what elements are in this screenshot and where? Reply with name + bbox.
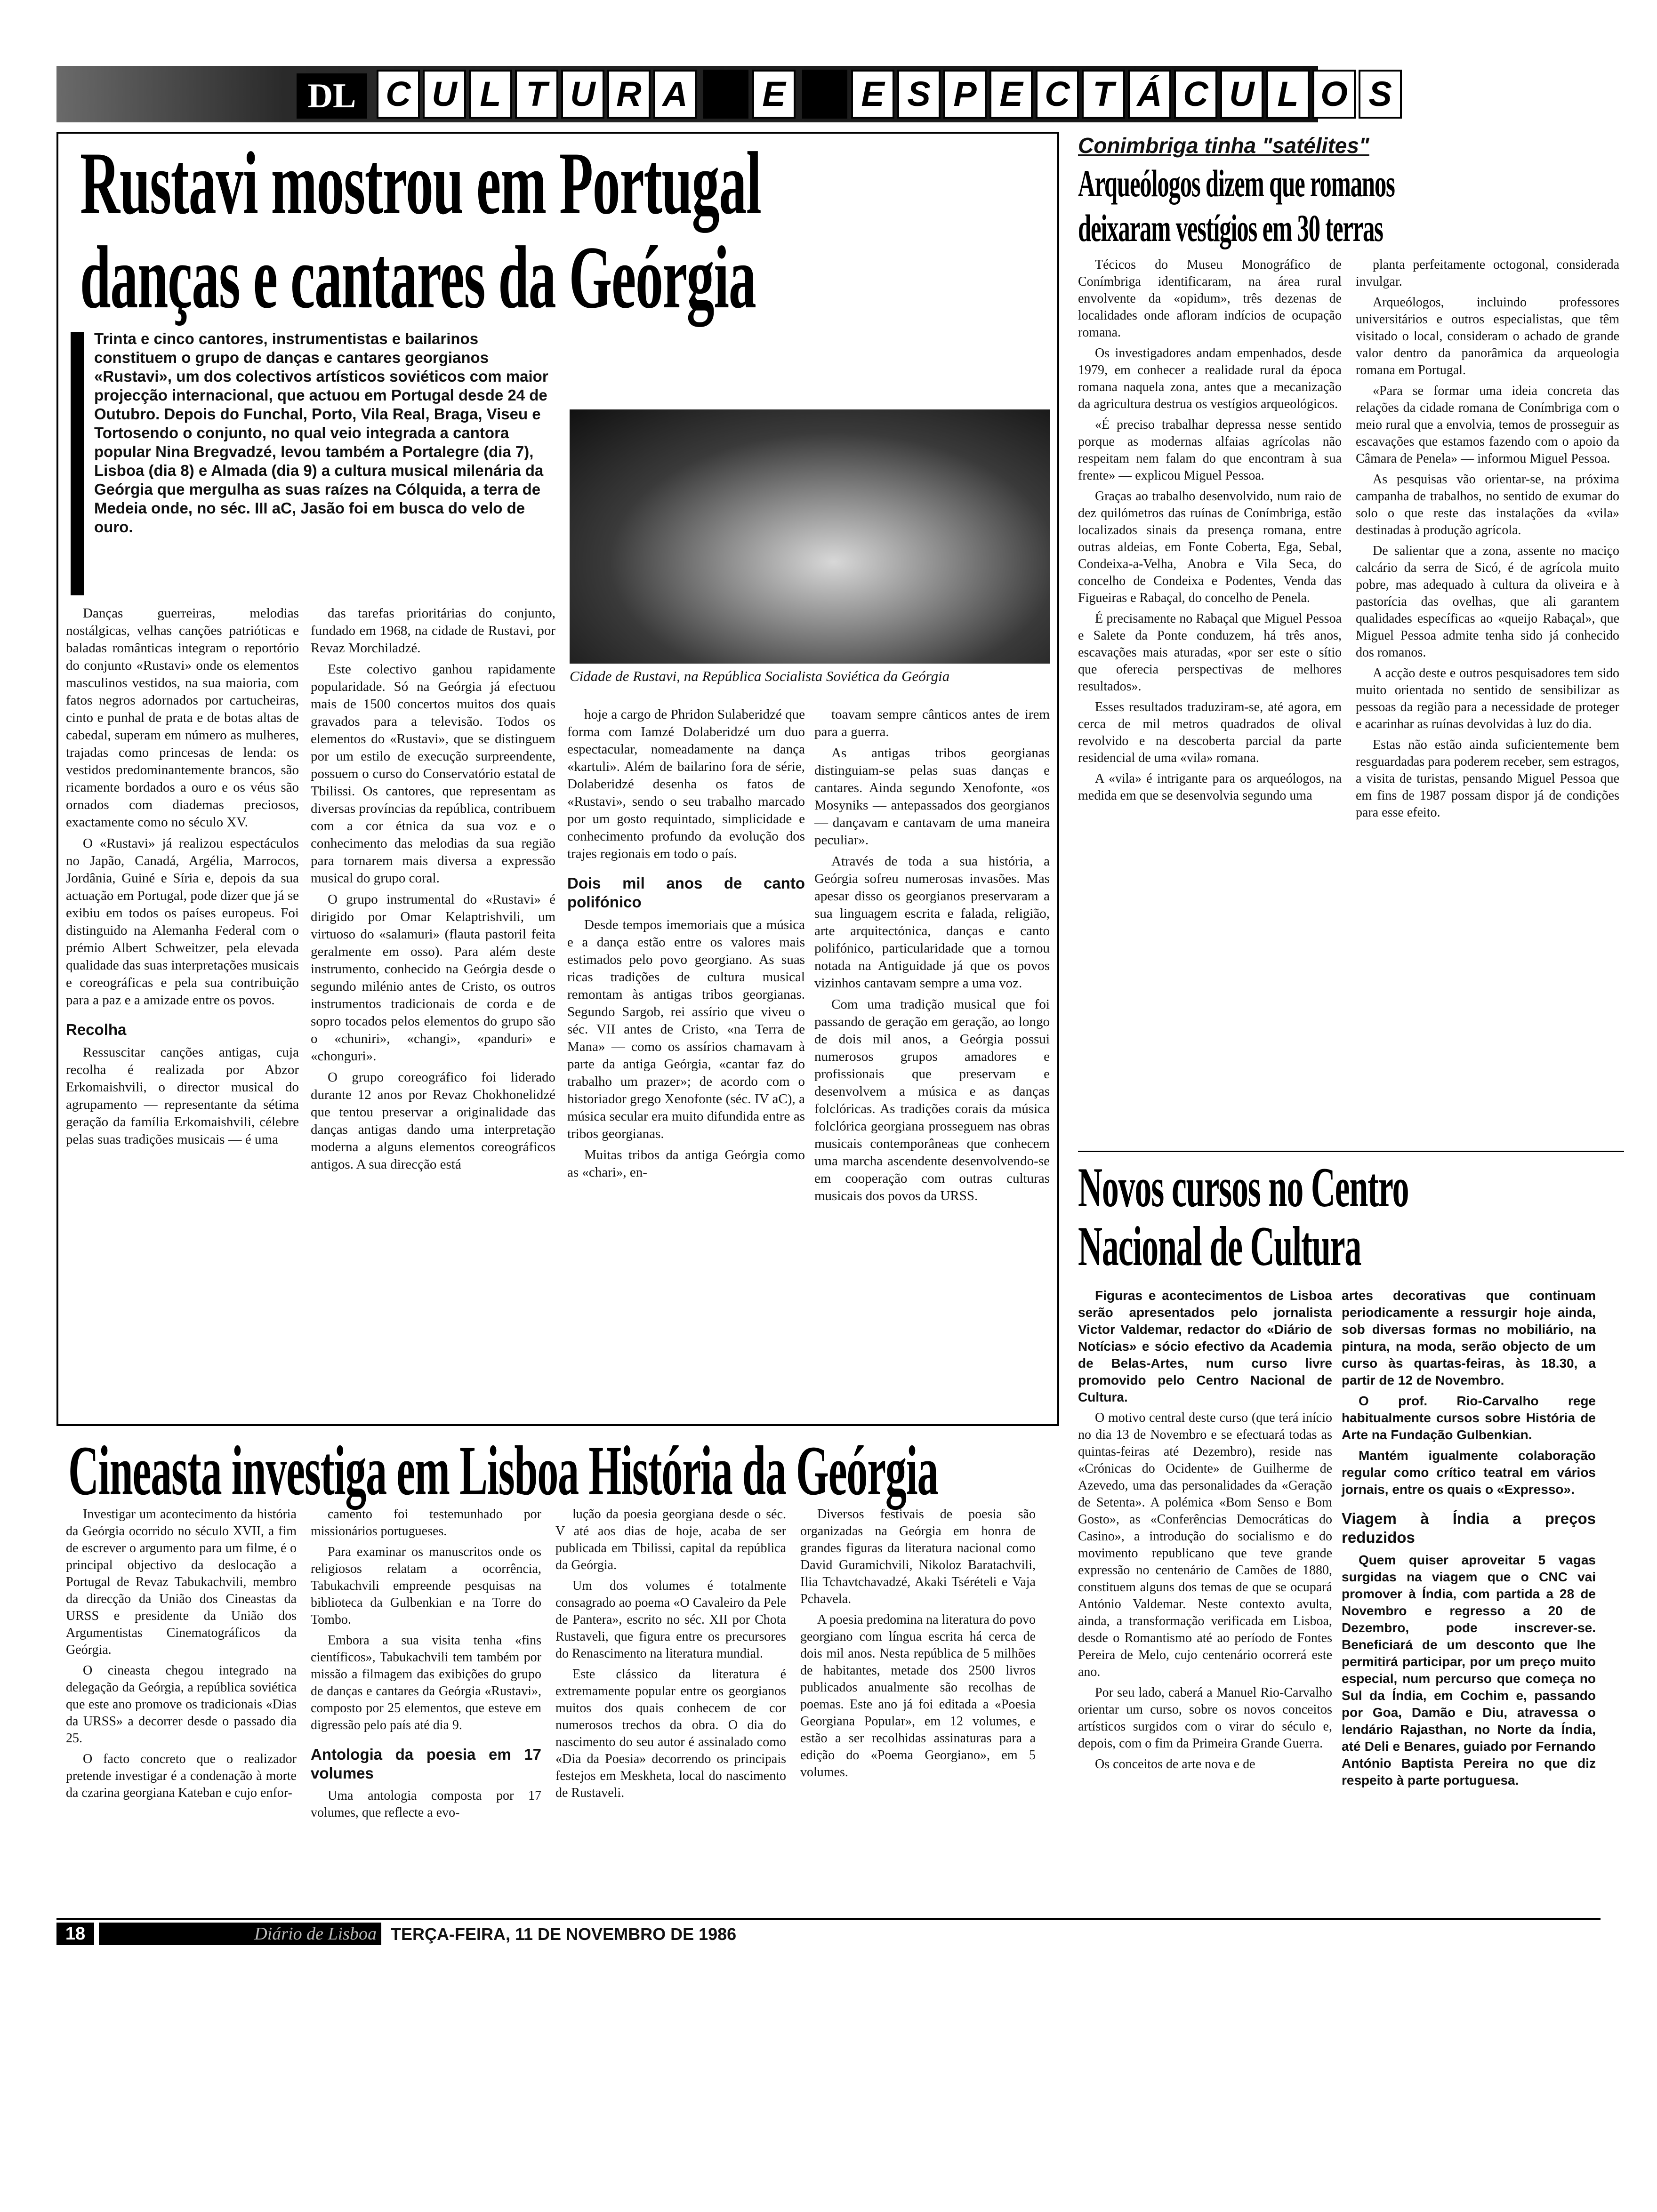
banner-letter: E	[752, 70, 796, 119]
main-headline-line1: Rustavi mostrou em Portugal	[80, 134, 761, 233]
paragraph: Este clássico da literatura é extremamente popular entre os georgianos muitos dos quais conhecem de cor numerosos trechos da obra. O dia do nascimento do seu autor é assinalado como «Dia da Poesia» decorrendo os principais festejos em Meskheta, local do nascimento de Rustaveli.	[555, 1667, 786, 1800]
paragraph: Por seu lado, caberá a Manuel Rio-Carvalho orientar um curso, sobre os novos conceitos artísticos surgidos com o virar do século e, depois, com o fim da Primeira Grande Guerra.	[1078, 1685, 1332, 1751]
banner-letter: S	[1359, 70, 1402, 119]
main-headline-line2: danças e cantares da Geórgia	[80, 228, 756, 327]
banner-letter: L	[469, 70, 512, 119]
footer-bar	[56, 1918, 1601, 1920]
banner-letter: P	[943, 70, 987, 119]
paragraph: Arqueólogos, incluindo professores universitários e outros especialistas, que têm visitado o local, consideram o achado de grande valor dentro da panorâmica da arqueologia romana em Portugal.	[1356, 295, 1619, 377]
paragraph: De salientar que a zona, assente no maciço calcário da serra de Sicó, é de agrícola muito pobre, mas adequado à cultura da oliveira e à pastorícia das ovelhas, que ali garantem qualidades específicas ao «queijo Rabaçal», que Miguel Pessoa admite tenha sido já conhecido dos romanos.	[1356, 544, 1619, 660]
cineasta-col-3	[555, 1506, 786, 1805]
paragraph: Os investigadores andam empenhados, desde 1979, em conhecer a realidade rural da época romana naquela zona, antes que a mecanização da agricultura destrua os vestígios arqueológicos.	[1078, 346, 1342, 411]
banner-letter: U	[1220, 70, 1263, 119]
banner-letter: C	[1174, 70, 1217, 119]
paragraph: Investigar um acontecimento da história da Geórgia ocorrido no século XVII, a fim de escrever o argumento para um filme, é o principal objectivo da deslocação a Portugal de Revaz Tabukachvili, membro da direcção da União dos Cineastas da URSS e presidente da União dos Argumentistas Cinematográficos da Geórgia.	[66, 1507, 297, 1657]
banner-letter: C	[377, 70, 420, 119]
main-col-4	[814, 706, 1050, 1209]
paragraph: «É preciso trabalhar depressa nesse sentido porque as modernas alfaias agrícolas não respeitam nem falam do que encontram à sua frente» — explicou Miguel Pessoa.	[1078, 417, 1342, 483]
paragraph: O cineasta chegou integrado na delegação da Geórgia, a república soviética que este ano promove os tradicionais «Dias da URSS» a decorrer desde o passado dia 25.	[66, 1663, 297, 1746]
main-col-1	[66, 605, 299, 1152]
paragraph: Com uma tradição musical que foi passando de geração em geração, ao longo de dois mil anos, a Geórgia possui numerosos grupos amadores e profissionais que preservam e desenvolvem a música e as danças folclóricas. As tradições corais da música folclórica georgiana prosseguem nas obras musicais contemporâneas que conhecem uma marcha ascendente desenvolvendo-se em cooperação com outras culturas musicais dos povos da URSS.	[814, 997, 1050, 1203]
paragraph: O prof. Rio-Carvalho rege habitualmente cursos sobre História de Arte na Fundação Gulbenkian.	[1342, 1394, 1596, 1442]
paragraph: As antigas tribos georgianas distinguiam-se pelas suas danças e cantares. Ainda segundo Xenofonte, «os Mosyniks — antepassados dos georgianos — dançavam e cantavam de uma maneira peculiar».	[814, 745, 1050, 848]
banner-logo: DL	[297, 73, 367, 119]
banner-letter: Á	[1128, 70, 1171, 119]
paragraph: Quem quiser aproveitar 5 vagas surgidas na viagem que o CNC vai promover à Índia, com partida a 28 de Novembro e regresso a 20 de Dezembro, pode inscrever-se. Beneficiará de um desconto que lhe permitirá participar, por um preço muito especial, num percurso que começa no Sul da Índia, em Cochim e, passando por Goa, Damão e Diu, atravessa o lendário Rajasthan, no Norte da Índia, até Deli e Benares, guiado por Fernando António Baptista Pereira no que diz respeito à parte portuguesa.	[1342, 1553, 1596, 1787]
paragraph: Diversos festivais de poesia são organizadas na Geórgia em honra de grandes figuras da literatura nacional como David Guramichvili, Nikoloz Baratachvili, Ilia Tchavtchavadzé, Akaki Tsérételi e Vaja Pchavela.	[800, 1507, 1036, 1606]
paragraph: É precisamente no Rabaçal que Miguel Pessoa e Salete da Ponte conduzem, há três anos, escavações mais aturadas, «por ser este o sítio que oferecia perspectivas de melhores resultados».	[1078, 611, 1342, 694]
section-divider	[1078, 1151, 1624, 1152]
issue-date: TERÇA-FEIRA, 11 DE NOVEMBRO DE 1986	[391, 1924, 737, 1944]
paragraph: As pesquisas vão orientar-se, na próxima campanha de trabalhos, no sentido de exumar do solo o que reste das instalações da «vila» destinadas à produção agrícola.	[1356, 472, 1619, 537]
paragraph: lução da poesia georgiana desde o séc. V até aos dias de hoje, acaba de ser publicada em Tbilissi, capital da república da Geórgia.	[555, 1507, 786, 1572]
paragraph: Muitas tribos da antiga Geórgia como as «chari», en-	[567, 1147, 805, 1180]
banner-letter: L	[1266, 70, 1310, 119]
banner-letter: E	[851, 70, 894, 119]
paragraph: A acção deste e outros pesquisadores tem sido muito orientada no sentido de sensibilizar as pessoas da região para a necessidade de proteger e acarinhar as ruínas devolvidas à luz do dia.	[1356, 666, 1619, 731]
paragraph: toavam sempre cânticos antes de irem para a guerra.	[814, 707, 1050, 739]
subhead-antologia: Antologia da poesia em 17 volumes	[311, 1746, 541, 1782]
paragraph: Uma antologia composta por 17 volumes, que reflecte a evo-	[311, 1788, 541, 1820]
paragraph: das tarefas prioritárias do conjunto, fundado em 1968, na cidade de Rustavi, por Revaz Morchiladzé.	[311, 606, 555, 656]
paragraph: Técicos do Museu Monográfico de Conímbriga identificaram, na área rural envolvente da «opidum», três dezenas de localidades onde afloram indícios de ocupação romana.	[1078, 257, 1342, 340]
paragraph: O facto concreto que o realizador pretende investigar é a condenação à morte da czarina georgiana Kateban e cujo enfor-	[66, 1752, 297, 1800]
cineasta-headline: Cineasta investiga em Lisboa História da Geórgia	[68, 1432, 938, 1510]
paragraph: O motivo central deste curso (que terá início no dia 13 de Novembro e se efectuará todas as quintas-feiras até Dezembro), reside nas «Crónicas do Ocidente» de Guilherme de Azevedo, uma das personalidades da «Geração de Setenta». A polémica «Bom Senso e Bom Gosto», as «Conferências Democráticas do Casino», a introdução do socialismo e do movimento republicano que teve grande expressão no centenário de Camões de 1880, constituem alguns dos temas de que se ocupará António Valdemar. Neste contexto avulta, ainda, a transformação verificada em Lisboa, desde o Romantismo até ao período de Fontes Pereira de Melo, cujo centenário ocorrerá este ano.	[1078, 1411, 1332, 1679]
banner-letter: T	[1082, 70, 1125, 119]
section-banner	[56, 66, 1392, 122]
paragraph: Figuras e acontecimentos de Lisboa serão apresentados pelo jornalista Victor Valdemar, redactor do «Diário de Notícias» e sócio efectivo da Academia de Belas-Artes, num curso livre promovido pelo Centro Nacional de Cultura.	[1078, 1288, 1332, 1404]
subhead-canto-polifonico: Dois mil anos de canto polifónico	[567, 874, 805, 911]
subhead-recolha: Recolha	[66, 1021, 127, 1038]
main-col-2	[311, 605, 555, 1177]
banner-letter: C	[1036, 70, 1079, 119]
banner-letter: O	[1312, 70, 1356, 119]
cursos-col-1	[1078, 1287, 1332, 1777]
paragraph: Estas não estão ainda suficientemente bem resguardadas para poderem receber, sem estragos, a visita de turistas, pensando Miguel Pessoa que em fins de 1987 possam dispor já de condições para esse efeito.	[1356, 737, 1619, 820]
photo-caption: Cidade de Rustavi, na República Socialista Soviética da Geórgia	[570, 668, 950, 684]
banner-letter: T	[515, 70, 558, 119]
main-lead: Trinta e cinco cantores, instrumentistas e bailarinos constituem o grupo de danças e cantares georgianos «Rustavi», um dos colectivos artísticos soviéticos com maior projecção internacional, que actuou em Portugal desde 24 de Outubro. Depois do Funchal, Porto, Vila Real, Braga, Viseu e Tortosendo o conjunto, no qual veio integrada a cantora popular Nina Bregvadzé, levou também a Portalegre (dia 7), Lisboa (dia 8) e Almada (dia 9) a cultura musical milenária da Geórgia que mergulha as suas raízes na Cólquida, a terra de Medeia onde, no séc. III aC, Jasão foi em busca do velo de ouro.	[94, 330, 548, 536]
paragraph: Embora a sua visita tenha «fins científicos», Tabukachvili tem também por missão a filmagem das exibições do grupo de danças e cantares da Geórgia «Rustavi», composto por 25 elementos, que esteve em digressão pelo país até dia 9.	[311, 1633, 541, 1732]
cineasta-col-1	[66, 1506, 297, 1805]
conimbriga-col-1	[1078, 256, 1342, 808]
banner-letter: S	[897, 70, 941, 119]
cursos-headline-line1: Novos cursos no Centro	[1078, 1156, 1409, 1218]
paragraph: Desde tempos imemoriais que a música e a dança estão entre os valores mais estimados pelo povo georgiano. As suas ricas tradições de cultura musical remontam às antigas tribos georgianas. Segundo Sargob, rei assírio que viveu o séc. VII antes de Cristo, «na Terra de Mana» — como os assírios chamavam à parte da antiga Geórgia, «cantar faz do trabalho um prazer»; de acordo com o historiador grego Xenofonte (séc. IV aC), a música secular era muito difundida entre as tribos georgianas.	[567, 917, 805, 1141]
cineasta-col-2	[311, 1506, 541, 1825]
paragraph: Este colectivo ganhou rapidamente popularidade. Só na Geórgia já efectuou mais de 1500 concertos muitos dos quais gravados para a televisão. Todos os elementos do «Rustavi», que se distinguem por um estilo de execução surpreendente, possuem o curso do Conservatório estatal de Tbilissi. Os cantores, que representam as diversas províncias da república, contribuem com a cor étnica da sua voz e o conhecimento das melodias da sua região para tornarem mais diversa a expressão musical do grupo coral.	[311, 662, 555, 886]
banner-letter: U	[423, 70, 466, 119]
banner-letter: U	[561, 70, 604, 119]
cursos-headline-line2: Nacional de Cultura	[1078, 1215, 1361, 1277]
banner-separator	[703, 70, 748, 119]
paragraph: Danças guerreiras, melodias nostálgicas, velhas canções patrióticas e baladas românticas integram o reportório do conjunto «Rustavi» onde os elementos masculinos vestidos, na sua maioria, com fatos negros adornados por cartucheiras, cinto e punhal de prata e de botas altas de cabedal, superam em número as mulheres, trajadas como princesas de lenda: os vestidos predominantemente brancos, são ricamente bordados a ouro e os véus são ornados com diademas preciosos, exactamente como no século XV.	[66, 606, 299, 830]
page-number: 18	[56, 1923, 94, 1945]
conimbriga-headline-line1: Arqueólogos dizem que romanos	[1078, 162, 1395, 205]
paragraph: artes decorativas que continuam periodicamente a ressurgir hoje ainda, sob diversas formas no mobiliário, na pintura, na moda, serão objecto de um curso às quartas-feiras, às 18.30, a partir de 12 de Novembro.	[1342, 1288, 1596, 1387]
banner-letter: A	[653, 70, 697, 119]
paragraph: Para examinar os manuscritos onde os religiosos relatam a ocorrência, Tabukachvili empreende pesquisas na biblioteca da Gulbenkian e na Torre do Tombo.	[311, 1545, 541, 1627]
rustavi-photo	[570, 409, 1050, 664]
paragraph: Mantém igualmente colaboração regular como crítico teatral em vários jornais, entre os quais o «Expresso».	[1342, 1448, 1596, 1497]
paragraph: planta perfeitamente octogonal, considerada invulgar.	[1356, 257, 1619, 289]
paragraph: Esses resultados traduziram-se, até agora, em cerca de mil metros quadrados de olival revolvido e na descoberta parcial da parte residencial de uma «vila» romana.	[1078, 700, 1342, 765]
cursos-col-2	[1342, 1287, 1596, 1793]
paragraph: O grupo instrumental do «Rustavi» é dirigido por Omar Kelaptrishvili, um virtuoso do «salamuri» (flauta pastoril feita geralmente em osso). Para além deste instrumento, conhecido na Geórgia desde o segundo milénio antes de Cristo, os outros instrumentos tradicionais de corda e de sopro tocados pelos elementos do grupo são o «chuniri», «changi», «panduri» e «chonguri».	[311, 892, 555, 1064]
paragraph: Através de toda a sua história, a Geórgia sofreu numerosas invasões. Mas apesar disso os georgianos preservaram a sua linguagem escrita e falada, religião, arte arquitectónica, danças e canto polifónico, particularidade que a tornou notada na Antiguidade já que os povos vizinhos cantavam sempre a uma voz.	[814, 854, 1050, 991]
paragraph: Os conceitos de arte nova e de	[1095, 1757, 1255, 1771]
conimbriga-col-2	[1356, 256, 1619, 825]
paragraph: O «Rustavi» já realizou espectáculos no Japão, Canadá, Argélia, Marrocos, Jordânia, Guiné e Síria e, depois da sua actuação em Portugal, pode dizer que já se exibiu em todos os países europeus. Foi distinguido na Alemanha Federal com o prémio Albert Schweitzer, pela elevada qualidade das suas interpretações musicais e coreográficas e pela sua contribuição para a paz e a amizade entre os povos.	[66, 836, 299, 1008]
paragraph: Ressuscitar canções antigas, cuja recolha é realizada por Abzor Erkomaishvili, o director musical do agrupamento — representante da sétima geração da família Erkomaishvili, célebre pelas suas tradições musicais — é uma	[66, 1045, 299, 1147]
paragraph: Um dos volumes é totalmente consagrado ao poema «O Cavaleiro da Pele de Pantera», escrito no séc. XII por Chota Rustaveli, que figura entre os precursores do Renascimento na literatura mundial.	[555, 1579, 786, 1661]
banner-separator	[802, 70, 847, 119]
paragraph: camento foi testemunhado por missionários portugueses.	[311, 1507, 541, 1539]
paragraph: A poesia predomina na literatura do povo georgiano com língua escrita há cerca de dois mil anos. Nesta república de 5 milhões de habitantes, metade dos 2500 livros publicados anualmente são recolhas de poemas. Este ano já foi editada a «Poesia Georgiana Popular», em 12 volumes, e estão a ser recolhidas assinaturas para a edição do «Poema Georgiano», em 5 volumes.	[800, 1612, 1036, 1779]
subhead-viagem-india: Viagem à Índia a preços reduzidos	[1342, 1510, 1596, 1546]
banner-letter: R	[607, 70, 651, 119]
banner-letter: E	[989, 70, 1033, 119]
cineasta-col-4	[800, 1506, 1036, 1785]
paragraph: «Para se formar uma ideia concreta das relações da cidade romana de Conímbriga com o meio rural que a envolvia, temos de prosseguir as escavações que estamos fazendo com o apoio da Câmara de Penela» — informou Miguel Pessoa.	[1356, 384, 1619, 466]
conimbriga-kicker: Conimbriga tinha "satélites"	[1078, 133, 1369, 158]
banner-title	[377, 70, 1405, 119]
paper-name: Diário de Lisboa	[99, 1923, 381, 1945]
conimbriga-headline-line2: deixaram vestígios em 30 terras	[1078, 207, 1383, 249]
paragraph: hoje a cargo de Phridon Sulaberidzé que forma com Iamzé Dolaberidzé um duo espectacular, nomeadamente na dança «kartuli». Além de bailarino fora de série, Dolaberidzé desenha os fatos de «Rustavi», sendo o seu trabalho marcado por um gosto requintado, simplicidade e conhecimento profundo da evolução dos trajes regionais em todo o país.	[567, 707, 805, 861]
main-col-3	[567, 706, 805, 1185]
paragraph: A «vila» é intrigante para os arqueólogos, na medida em que se desenvolvia segundo uma	[1078, 771, 1342, 803]
paragraph: Graças ao trabalho desenvolvido, num raio de dez quilómetros das ruínas de Conímbriga, estão localizados sinais da presença romana, entre outras aldeias, em Fonte Coberta, Ega, Sebal, Condeixa-a-Velha, Anobra e Vila Seca, do concelho de Condeixa e Podentes, Venda das Figueiras e Rabaçal, do concelho de Penela.	[1078, 489, 1342, 605]
paragraph: O grupo coreográfico foi liderado durante 12 anos por Revaz Chokhonelidzé que tentou preservar a originalidade das danças antigas dando uma interpretação moderna a alguns elementos coreográficos antigos. A sua direcção está	[311, 1070, 555, 1172]
lead-rule	[71, 332, 84, 595]
